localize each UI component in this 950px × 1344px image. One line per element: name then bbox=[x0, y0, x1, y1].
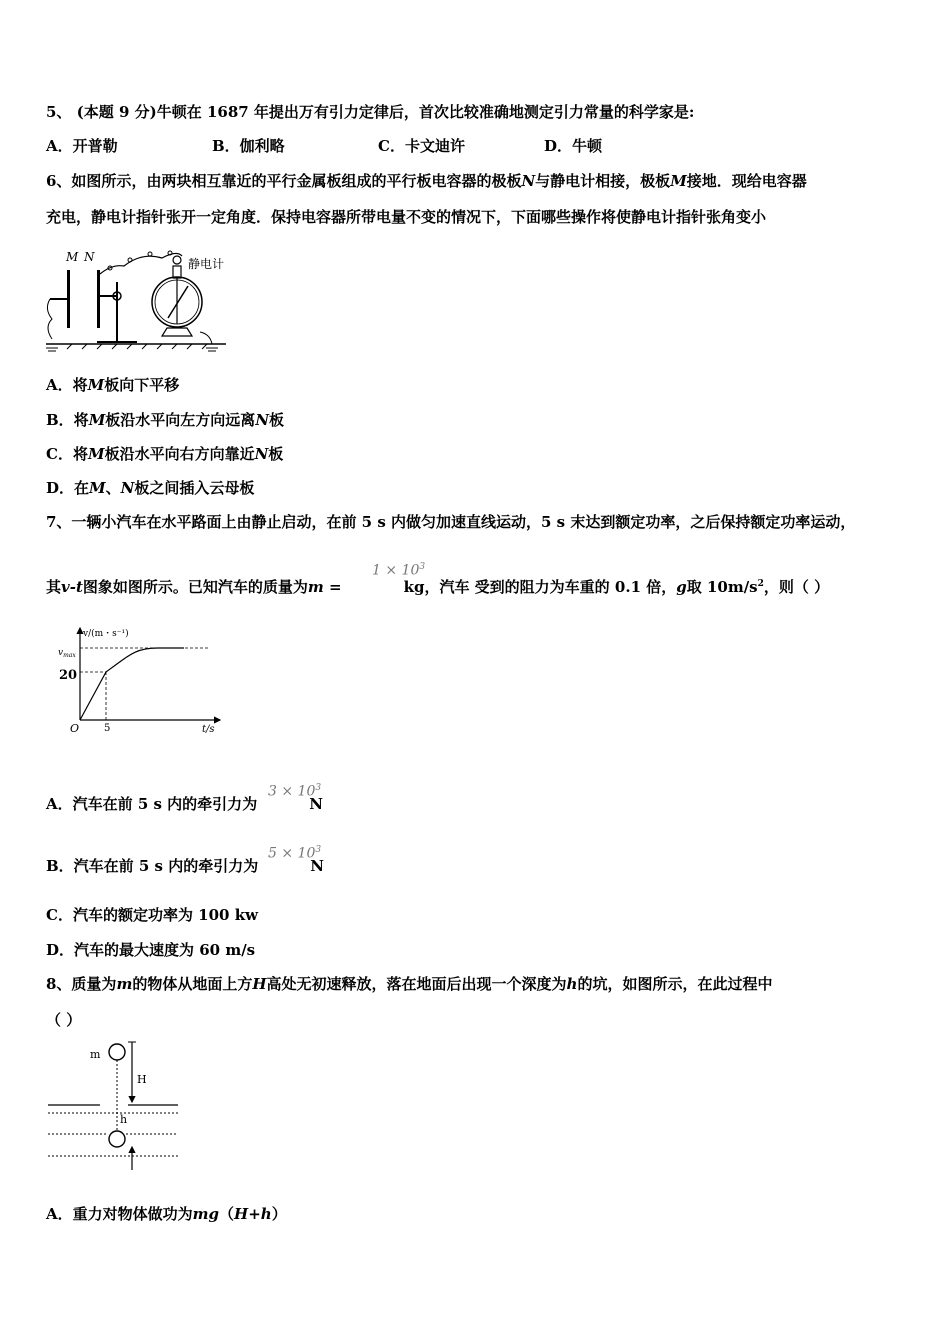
q7-option-c: C．汽车的额定功率为 100 kw bbox=[46, 906, 259, 924]
q5-option-d: D．牛顿 bbox=[544, 137, 603, 155]
q6-option-c: C．将M板沿水平向右方向靠近N板 bbox=[46, 445, 284, 463]
ball-top bbox=[109, 1044, 125, 1060]
q5-option-a: A．开普勒 bbox=[46, 137, 118, 155]
q6-capacitor-figure bbox=[42, 244, 242, 356]
q8-fall-figure bbox=[44, 1038, 184, 1174]
q5-options bbox=[46, 136, 602, 156]
q7-option-d: D．汽车的最大速度为 60 m/s bbox=[46, 941, 256, 959]
q7-stem-line1: 7、一辆小汽车在水平路面上由静止启动，在前 5 s 内做匀加速直线运动，5 s 末达到额定功率，之后保持额定功率运动， bbox=[46, 513, 856, 531]
q5-stem: 5、 (本题 9 分)牛顿在 1687 年提出万有引力定律后，首次比较准确地测定引力常量的科学家是: bbox=[46, 103, 695, 121]
q6-label-n: N bbox=[84, 250, 95, 264]
q6-option-a: A．将M板向下平移 bbox=[46, 376, 180, 394]
q8-label-small-h: h bbox=[120, 1113, 128, 1126]
q8-stem-line2: （ ） bbox=[46, 1011, 82, 1029]
y-tick-vmax: $v_{max}$ bbox=[58, 648, 76, 659]
origin-label: O bbox=[70, 722, 80, 735]
q8-label-big-h: H bbox=[137, 1073, 147, 1086]
q6-label-m: M bbox=[66, 250, 79, 264]
q8-option-a: A．重力对物体做功为mg（H+h） bbox=[46, 1205, 287, 1223]
q6-label-meter: 静电计 bbox=[188, 257, 225, 271]
ball-bottom bbox=[109, 1131, 125, 1147]
y-axis-label: v/(m・s⁻¹) bbox=[83, 629, 129, 639]
q8-stem-line1: 8、质量为m的物体从地面上方H高处无初速释放，落在地面后出现一个深度为h的坑，如图所示，在此过程中 bbox=[46, 975, 773, 993]
q6-stem-line2: 充电，静电计指针张开一定角度．保持电容器所带电量不变的情况下，下面哪些操作将使静电计指针张角变小 bbox=[46, 208, 767, 226]
q7-stem-line2: 其v-t图象如图所示。已知汽车的质量为m = kg，汽车 受到的阻力为车重的 0.1 倍，g取 $10m/s^2$，则（ ） bbox=[46, 578, 830, 596]
q7-option-b: B．汽车在前 5 s 内的牵引力为 N bbox=[46, 857, 324, 875]
q6-option-b: B．将M板沿水平向左方向远离N板 bbox=[46, 411, 285, 429]
q5-option-b: B．伽利略 bbox=[212, 137, 285, 155]
q7-option-b-value: $5 \times 10^3$ bbox=[268, 845, 322, 862]
q7-option-a: A．汽车在前 5 s 内的牵引力为 N bbox=[46, 795, 323, 813]
q7-option-a-value: $3 \times 10^3$ bbox=[268, 783, 322, 800]
x-axis-label: t/s bbox=[202, 724, 215, 735]
q8-label-m: m bbox=[90, 1048, 101, 1061]
y-tick-20: 20 bbox=[59, 668, 78, 683]
electroscope-top-knob bbox=[173, 256, 181, 264]
q7-vt-chart bbox=[52, 624, 224, 738]
q6-stem-line1: 6、如图所示，由两块相互靠近的平行金属板组成的平行板电容器的极板N与静电计相接，极板M接地．现给电容器 bbox=[46, 172, 807, 190]
plate-m bbox=[67, 270, 70, 328]
vt-series-line bbox=[80, 648, 184, 720]
q5-option-c: C．卡文迪许 bbox=[378, 137, 465, 155]
q6-option-d: D．在M、N板之间插入云母板 bbox=[46, 479, 255, 497]
plate-n bbox=[97, 270, 100, 328]
electroscope-needle bbox=[168, 286, 188, 318]
x-tick-5: 5 bbox=[104, 723, 111, 734]
q7-mass-value: $1 \times 10^3$ bbox=[372, 562, 426, 579]
